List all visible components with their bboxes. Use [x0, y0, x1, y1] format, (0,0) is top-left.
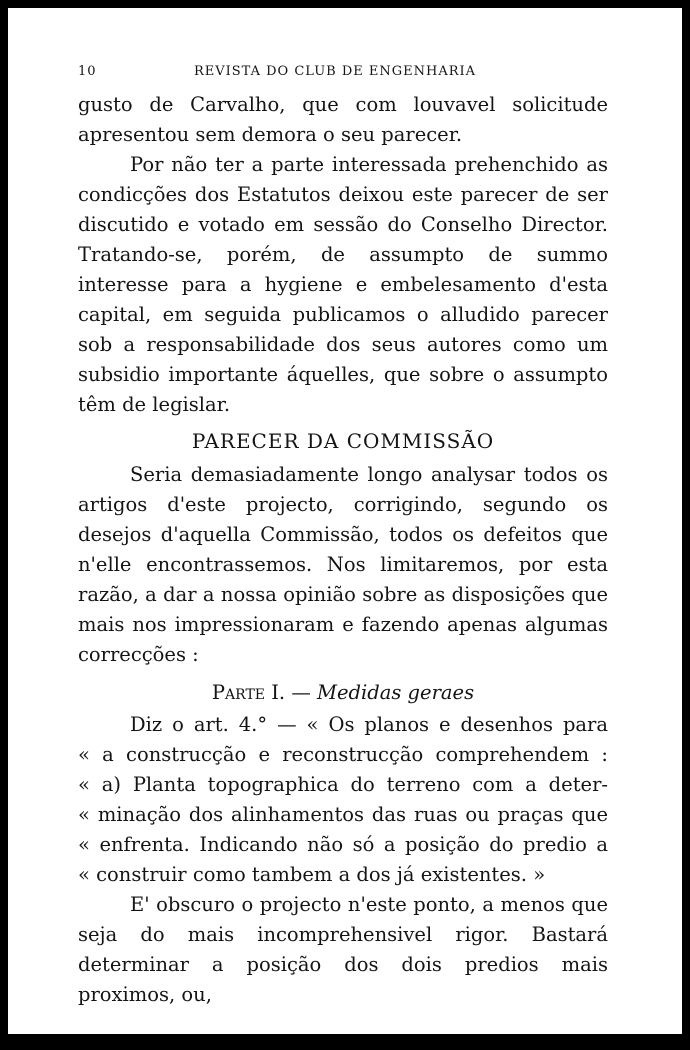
paragraph-continued: gusto de Carvalho, que com louvavel solicitude apresentou sem demora o seu parecer.: [78, 93, 608, 146]
part-heading: [78, 678, 608, 708]
quote-line: « enfrenta. Indicando não só a posição do predio a: [78, 833, 608, 856]
quoted-article: [78, 710, 608, 890]
main-text: [78, 90, 608, 1010]
final-paragraph: E' obscuro o projecto n'este ponto, a menos que seja do mais incomprehensivel rigor. Bastará determinar a posição dos dois predios mais proximos, ou,: [78, 893, 608, 1006]
journal-title: REVISTA DO CLUB DE ENGENHARIA: [193, 64, 477, 79]
quote-line: « minação dos alinhamentos das ruas ou praças que: [78, 803, 608, 826]
section-paragraph: Seria demasiadamente longo analysar todos os artigos d'este projecto, corrigindo, segundo os desejos d'aquella Commissão, todos os defeitos que n'elle encontrassemos. Nos limitaremos, por esta razão, a dar a nossa opinião sobre as disposições que mais nos impressionaram e fazendo apenas algumas correcções :: [78, 463, 608, 666]
page-number: 10: [78, 64, 97, 79]
quote-line: « construir como tambem a dos já existentes. »: [78, 863, 546, 886]
document-page: [8, 8, 682, 1034]
quote-line: Diz o art. 4.° — « Os planos e desenhos para: [130, 713, 608, 736]
paragraph-intro: Por não ter a parte interessada prehenchido as condicções dos Estatutos deixou este parecer de ser discutido e votado em sessão do Conselho Director. Tratando-se, porém, de assumpto de summo interesse para a hygiene e embelesamento d'esta capital, em seguida publicamos o alludido parecer sob a responsabilidade dos seus autores como um subsidio importante áquelles, que sobre o assumpto têm de legislar.: [78, 153, 608, 416]
quote-line: « a construcção e reconstrucção comprehendem :: [78, 743, 608, 766]
part-subtitle: Medidas geraes: [317, 681, 475, 704]
part-dash: —: [291, 681, 311, 704]
quote-line: « a) Planta topographica do terreno com a deter-: [78, 773, 608, 796]
section-title: PARECER DA COMMISSÃO: [191, 429, 495, 453]
running-header: [78, 64, 592, 84]
part-label: Parte I.: [211, 681, 286, 704]
